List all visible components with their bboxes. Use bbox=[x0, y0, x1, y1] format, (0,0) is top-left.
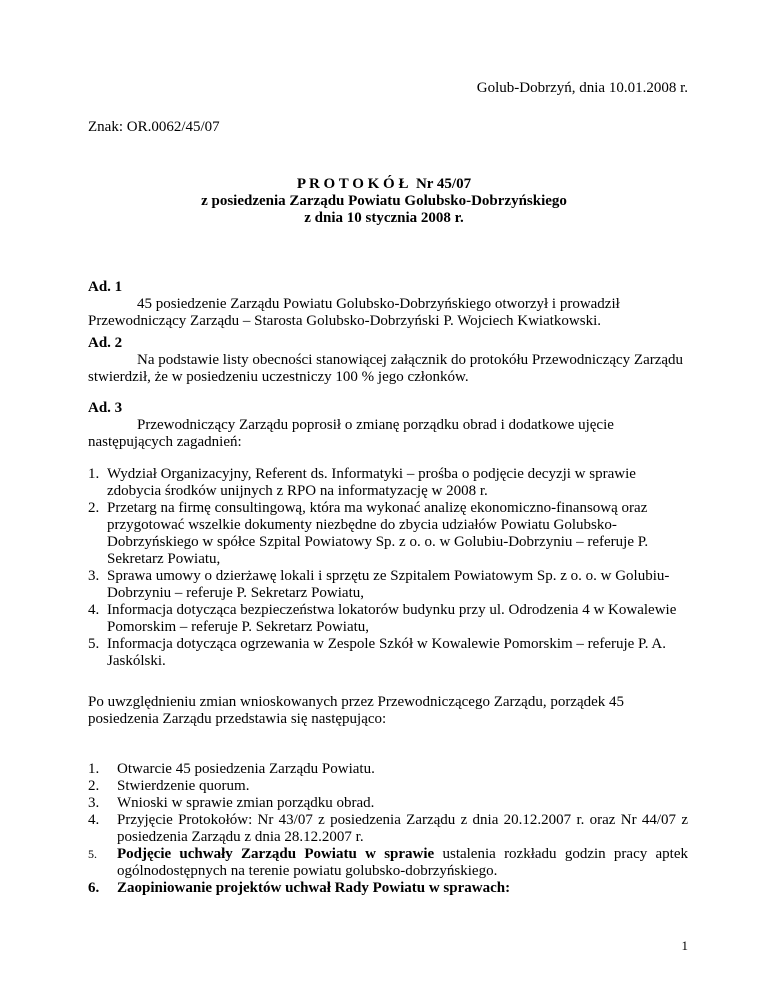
item-text: Otwarcie 45 posiedzenia Zarządu Powiatu. bbox=[117, 761, 375, 777]
agenda-item bbox=[88, 795, 688, 812]
section-text: Na podstawie listy obecności stanowiącej załącznik do protokółu Przewodniczący Zarządu stwierdził, że w posiedzeniu uczestniczy 100 % jego członków. bbox=[88, 352, 684, 385]
item-number: 2. bbox=[88, 500, 100, 516]
agenda-list bbox=[88, 761, 688, 897]
section-text: Przewodniczący Zarządu poprosił o zmianę porządku obrad i dodatkowe ujęcie następujących zagadnień: bbox=[88, 417, 614, 450]
agenda-item bbox=[88, 880, 688, 897]
agenda-item bbox=[88, 761, 688, 778]
item-number: 3. bbox=[88, 795, 100, 811]
list-item bbox=[88, 568, 688, 602]
item-text: Zaopiniowanie projektów uchwał Rady Powiatu w sprawach: bbox=[117, 880, 511, 896]
item-number: 1. bbox=[88, 466, 100, 482]
item-number: 5. bbox=[88, 636, 100, 652]
list-item bbox=[88, 602, 688, 636]
item-text: Wnioski w sprawie zmian porządku obrad. bbox=[117, 795, 375, 811]
item-text: Informacja dotycząca bezpieczeństwa lokatorów budynku przy ul. Odrodzenia 4 w Kowalewie Pomorskim – referuje P. Sekretarz Powiatu, bbox=[107, 602, 677, 635]
section-ad3 bbox=[88, 400, 688, 451]
agenda-intro: Po uwzględnieniu zmian wnioskowanych przez Przewodniczącego Zarządu, porządek 45 posiedzenia Zarządu przedstawia się następująco: bbox=[88, 694, 625, 727]
title-line-1: P R O T O K Ó Ł Nr 45/07 bbox=[296, 176, 472, 192]
document-reference: Znak: OR.0062/45/07 bbox=[88, 119, 220, 135]
item-text: Przetarg na firmę consultingową, która ma wykonać analizę ekonomiczno-finansową oraz przygotować wszelkie dokumenty niezbędne do zbycia udziałów Powiatu Golubsko-Dobrzyńskiego w spółce Szpital Powiatowy Sp. z o. o. w Golubiu-Dobrzyniu – referuje P. Sekretarz Powiatu, bbox=[107, 500, 649, 567]
agenda-item bbox=[88, 778, 688, 795]
title-line-3: z dnia 10 stycznia 2008 r. bbox=[304, 210, 464, 226]
item-number: 2. bbox=[88, 778, 100, 794]
item-text-bold: Podjęcie uchwały Zarządu Powiatu w sprawie bbox=[117, 846, 435, 862]
item-text: Wydział Organizacyjny, Referent ds. Informatyki – prośba o podjęcie decyzji w sprawie zdobycia środków unijnych z RPO na informatyzację w 2008 r. bbox=[107, 466, 636, 499]
place-date: Golub-Dobrzyń, dnia 10.01.2008 r. bbox=[476, 80, 688, 96]
item-text: Sprawa umowy o dzierżawę lokali i sprzętu ze Szpitalem Powiatowym Sp. z o. o. w Golubiu-Dobrzyniu – referuje P. Sekretarz Powiatu, bbox=[107, 568, 670, 601]
item-number: 6. bbox=[88, 880, 100, 896]
page-number: 1 bbox=[681, 938, 688, 953]
item-number: 1. bbox=[88, 761, 100, 777]
section-heading: Ad. 2 bbox=[88, 335, 123, 351]
agenda-item bbox=[88, 812, 688, 846]
additions-list bbox=[88, 466, 688, 670]
title-line-2: z posiedzenia Zarządu Powiatu Golubsko-Dobrzyńskiego bbox=[201, 193, 567, 209]
item-number: 4. bbox=[88, 602, 100, 618]
list-item bbox=[88, 636, 688, 670]
item-text: ustalenia rozkładu godzin pracy aptek ogólnodostępnych na terenie powiatu golubsko-dobrzyńskiego. bbox=[117, 846, 688, 879]
list-item bbox=[88, 466, 688, 500]
section-heading: Ad. 1 bbox=[88, 279, 123, 295]
document-title bbox=[0, 176, 768, 227]
agenda-item bbox=[88, 846, 688, 880]
item-number: 3. bbox=[88, 568, 100, 584]
item-text: Stwierdzenie quorum. bbox=[117, 778, 250, 794]
section-ad1 bbox=[88, 279, 688, 330]
section-ad2 bbox=[88, 335, 688, 386]
item-text: Informacja dotycząca ogrzewania w Zespole Szkół w Kowalewie Pomorskim – referuje P. A. Jaskólski. bbox=[107, 636, 666, 669]
section-text: 45 posiedzenie Zarządu Powiatu Golubsko-Dobrzyńskiego otworzył i prowadził Przewodniczący Zarządu – Starosta Golubsko-Dobrzyński P. Wojciech Kwiatkowski. bbox=[88, 296, 620, 329]
list-item bbox=[88, 500, 688, 568]
item-number: 5. bbox=[88, 847, 97, 861]
item-text: Przyjęcie Protokołów: Nr 43/07 z posiedzenia Zarządu z dnia 20.12.2007 r. oraz Nr 44/07 z posiedzenia Zarządu z dnia 28.12.2007 r. bbox=[117, 812, 688, 845]
item-number: 4. bbox=[88, 812, 100, 828]
section-heading: Ad. 3 bbox=[88, 400, 123, 416]
